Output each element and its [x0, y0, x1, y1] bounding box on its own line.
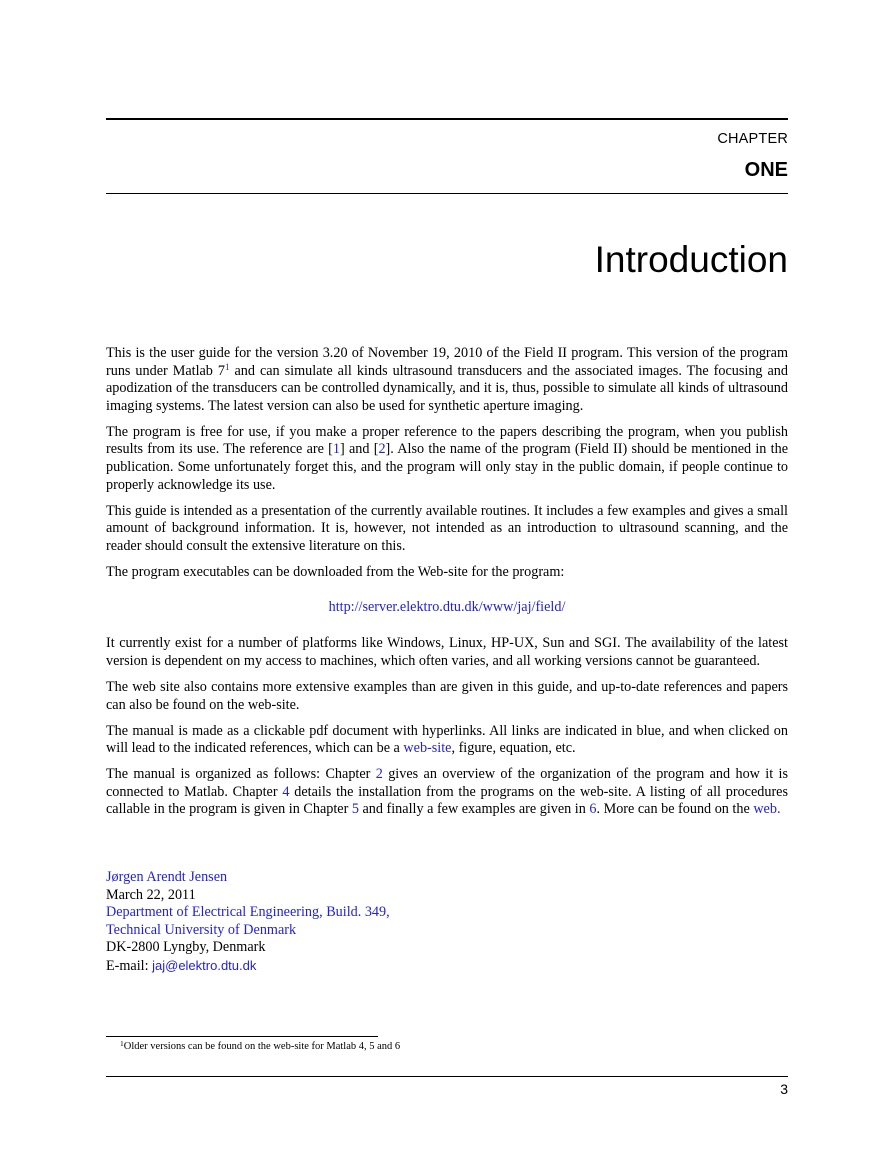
- text-run: The program is free for use, if you make a proper reference to the papers describing the program, when you publish results from its use. The reference are [: [106, 423, 788, 458]
- text-run: The manual is made as a clickable pdf document with hyperlinks. All links are indicated in blue, and when clicked on will lead to the indicated references, which can be a: [106, 722, 788, 757]
- email-link[interactable]: jaj@elektro.dtu.dk: [152, 957, 257, 973]
- footnote-rule: [106, 1036, 378, 1037]
- reference-link[interactable]: 2: [378, 441, 386, 458]
- footnote-mark: 1: [120, 1039, 124, 1048]
- paragraph: It currently exist for a number of platforms like Windows, Linux, HP-UX, Sun and SGI. The availability of the latest version is dependent on my access to machines, which often varies, and all working versions cannot be guaranteed.: [106, 635, 788, 669]
- chapter-4-link[interactable]: 4: [282, 783, 290, 800]
- chapter-title: Introduction: [594, 239, 788, 280]
- university-link[interactable]: Technical University of Denmark: [106, 921, 297, 938]
- paragraph: The program executables can be downloaded from the Web-site for the program:: [106, 564, 565, 581]
- text-run: , figure, equation, etc.: [451, 740, 576, 757]
- bottom-rule: [106, 1076, 788, 1077]
- top-rule: [106, 118, 788, 120]
- email-label: E-mail:: [106, 957, 153, 974]
- paragraph: [106, 424, 788, 494]
- chapter-label: CHAPTER: [717, 131, 788, 147]
- text-run: This is the user guide for the version 3.20 of November 19, 2010 of the Field II program. This version of the program runs under Matlab 7: [106, 345, 788, 379]
- reference-link[interactable]: 1: [332, 441, 340, 458]
- text-run: ] and [: [339, 441, 379, 458]
- paragraph: [106, 345, 788, 415]
- signature-address: DK-2800 Lyngby, Denmark: [106, 939, 266, 956]
- body-text: [106, 345, 788, 828]
- text-run: and can simulate all kinds ultrasound transducers and the associated images. The focusing and apodization of the transducers can be controlled dynamically, and it is, thus, possible to simulate all kinds of ultrasound imaging systems. The latest version can also be used for synthetic aperture imaging.: [106, 362, 788, 414]
- paragraph: The web site also contains more extensive examples than are given in this guide, and up-to-date references and papers can also be found on the web-site.: [106, 678, 788, 713]
- signature-date: March 22, 2011: [106, 886, 196, 903]
- text-run: . More can be found on the: [596, 801, 754, 818]
- paragraph: [106, 723, 788, 758]
- chapter-2-link[interactable]: 2: [375, 766, 383, 783]
- website-url-link[interactable]: http://server.elektro.dtu.dk/www/jaj/field/: [328, 598, 566, 615]
- text-run: and finally a few examples are given in: [358, 801, 590, 818]
- paragraph: This guide is intended as a presentation of the currently available routines. It includes a few examples and gives a small amount of background information. It is, however, not intended as an introduction to ultrasound scanning, and the reader should consult the extensive literature on this.: [106, 502, 788, 554]
- text-run: details the installation from the programs on the web-site. A listing of all procedures callable in the program is given in Chapter: [106, 783, 788, 818]
- signature-block: [106, 869, 390, 976]
- text-run: ]. Also the name of the program (Field II) should be mentioned in the publication. Some unfortunately forget this, and the program will only stay in the public domain, if people continue to properly acknowledge its use.: [106, 441, 788, 493]
- footnote-text: Older versions can be found on the web-site for Matlab 4, 5 and 6: [123, 1041, 401, 1052]
- chapter-rule: [106, 193, 788, 194]
- text-run: The manual is organized as follows: Chapter: [106, 766, 376, 783]
- web-link[interactable]: web.: [753, 801, 781, 818]
- web-site-link[interactable]: web-site: [403, 740, 452, 757]
- url-paragraph: [106, 599, 788, 617]
- chapter-5-link[interactable]: 5: [351, 801, 359, 818]
- paragraph: [106, 766, 788, 819]
- text-run: gives an overview of the organization of the program and how it is connected to Matlab. Chapter: [106, 766, 788, 800]
- chapter-number: ONE: [744, 159, 788, 181]
- author-name-link[interactable]: Jørgen Arendt Jensen: [106, 869, 228, 885]
- email-line: [106, 957, 390, 976]
- chapter-6-link[interactable]: 6: [589, 801, 597, 818]
- footnote: [120, 1040, 400, 1053]
- department-link[interactable]: Department of Electrical Engineering, Build. 349,: [106, 904, 390, 921]
- footnote-link[interactable]: 1: [224, 361, 230, 372]
- page-number: 3: [780, 1081, 788, 1097]
